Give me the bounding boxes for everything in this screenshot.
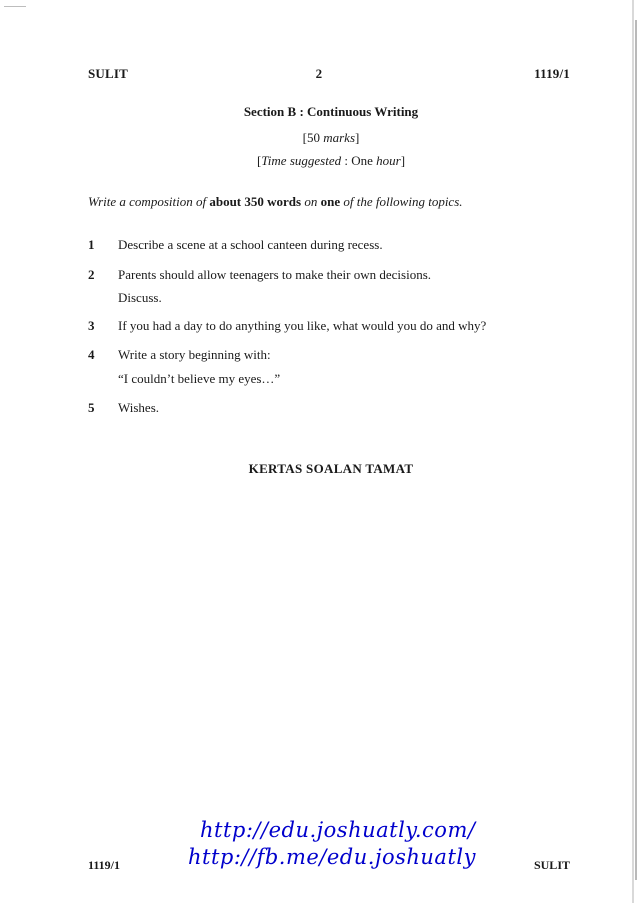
question-text: Describe a scene at a school canteen during recess. — [118, 237, 383, 252]
question-text: Wishes. — [118, 400, 159, 415]
instruction-word-count: about 350 words — [209, 194, 302, 209]
scan-edge-shadow — [635, 20, 637, 880]
paper-code: 1119/1 — [534, 66, 570, 81]
section-title: Section B : Continuous Writing — [243, 104, 419, 119]
instruction-part: Write a composition of — [88, 194, 210, 209]
time-close: ] — [400, 153, 406, 168]
question-number: 2 — [88, 267, 95, 282]
instruction — [88, 194, 463, 210]
end-of-paper: KERTAS SOALAN TAMAT — [248, 461, 414, 476]
instruction-part: on — [301, 194, 321, 209]
question-text: Write a story beginning with: — [118, 347, 271, 362]
question-text: If you had a day to do anything you like, what would you do and why? — [118, 318, 487, 333]
time-value: : One — [341, 153, 377, 168]
facebook-link[interactable]: http://fb.me/edu.joshuatly — [188, 845, 476, 869]
header-classification: SULIT — [88, 66, 129, 81]
question-number: 1 — [88, 237, 95, 252]
question-number: 4 — [88, 347, 95, 362]
marks-word: marks — [323, 130, 356, 145]
time-open: [ — [256, 153, 262, 168]
time-unit: hour — [376, 153, 401, 168]
footer-paper-code: 1119/1 — [88, 858, 121, 872]
instruction-part: of the following topics. — [340, 194, 463, 209]
marks-close: ] — [355, 130, 360, 145]
footer-classification: SULIT — [533, 858, 570, 872]
scan-mark — [4, 6, 26, 7]
question-text: “I couldn’t believe my eyes…” — [118, 371, 281, 386]
time-label: Time suggested — [261, 153, 342, 168]
marks-open: [50 — [302, 130, 324, 145]
question-text: Parents should allow teenagers to make their own decisions. — [118, 267, 432, 282]
question-text: Discuss. — [118, 290, 162, 305]
section-marks — [0, 130, 638, 146]
instruction-one: one — [320, 194, 341, 209]
page-number: 2 — [315, 66, 323, 81]
question-number: 3 — [88, 318, 95, 333]
question-number: 5 — [88, 400, 95, 415]
section-time — [0, 153, 638, 169]
website-link[interactable]: http://edu.joshuatly.com/ — [200, 818, 476, 842]
